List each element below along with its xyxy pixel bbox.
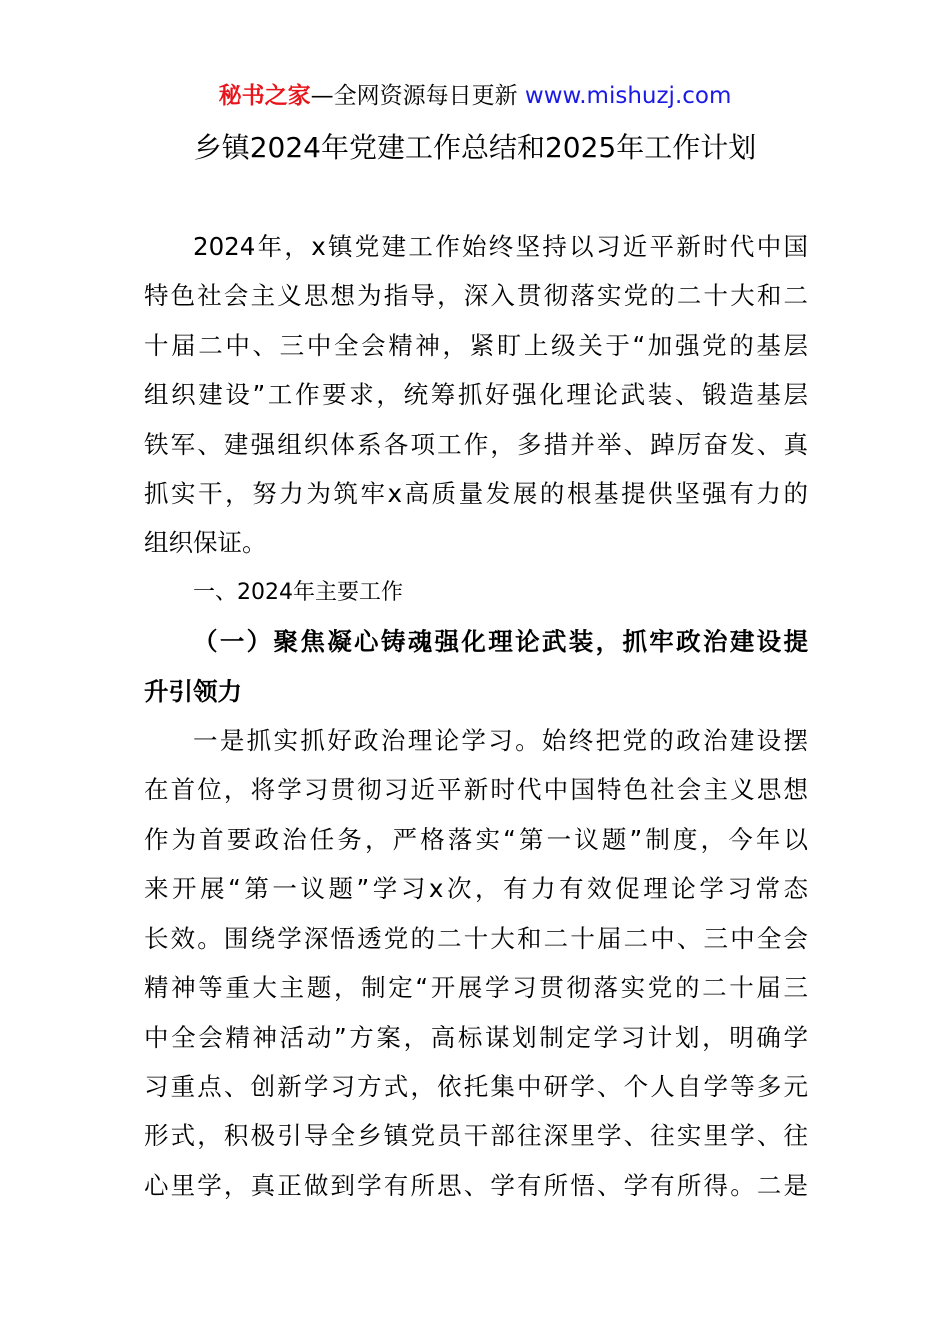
text-line: 十届二中、三中全会精神，紧盯上级关于“加强党的基层 xyxy=(144,330,808,360)
text-line: 作为首要政治任务，严格落实“第一议题”制度，今年以 xyxy=(144,824,808,854)
text-line: 精神等重大主题，制定“开展学习贯彻落实党的二十届三 xyxy=(144,973,808,1003)
text-line: 中全会精神活动”方案，高标谋划制定学习计划，明确学 xyxy=(144,1022,808,1052)
section-heading: 一、2024年主要工作 xyxy=(193,579,403,605)
text-line: 心里学，真正做到学有所思、学有所悟、学有所得。二是 xyxy=(144,1170,808,1200)
text-line: 长效。围绕学深悟透党的二十大和二十届二中、三中全会 xyxy=(144,923,808,953)
document-title: 乡镇2024年党建工作总结和2025年工作计划 xyxy=(193,131,757,164)
text-line: 在首位，将学习贯彻习近平新时代中国特色社会主义思想 xyxy=(144,775,808,805)
text-line: 一是抓实抓好政治理论学习。始终把党的政治建设摆 xyxy=(193,726,808,756)
subsection-heading xyxy=(144,617,808,716)
heading-line: 升引领力 xyxy=(144,676,242,706)
text-line: 习重点、创新学习方式，依托集中研学、个人自学等多元 xyxy=(144,1071,808,1101)
text-line: 特色社会主义思想为指导，深入贯彻落实党的二十大和二 xyxy=(144,281,808,311)
site-header xyxy=(0,80,950,112)
text-line: 形式，积极引导全乡镇党员干部往深里学、往实里学、往 xyxy=(144,1121,808,1151)
text-line: 组织建设”工作要求，统筹抓好强化理论武装、锻造基层 xyxy=(144,380,808,410)
body-paragraph xyxy=(144,716,808,1210)
intro-paragraph xyxy=(144,222,808,568)
document-body xyxy=(144,222,808,1210)
text-line: 抓实干，努力为筑牢x高质量发展的根基提供坚强有力的 xyxy=(144,479,808,509)
text-line: 2024年，x镇党建工作始终坚持以习近平新时代中国 xyxy=(193,232,808,261)
text-line: 来开展“第一议题”学习x次，有力有效促理论学习常态 xyxy=(144,874,808,904)
heading-line: （一）聚焦凝心铸魂强化理论武装，抓牢政治建设提 xyxy=(193,627,808,657)
header-tagline: —全网资源每日更新 xyxy=(310,83,525,109)
text-line: 组织保证。 xyxy=(144,528,267,558)
website-link[interactable]: www.mishuzj.com xyxy=(524,83,732,109)
text-line: 铁军、建强组织体系各项工作，多措并举、踔厉奋发、真 xyxy=(144,429,808,459)
brand-name: 秘书之家 xyxy=(218,83,311,109)
